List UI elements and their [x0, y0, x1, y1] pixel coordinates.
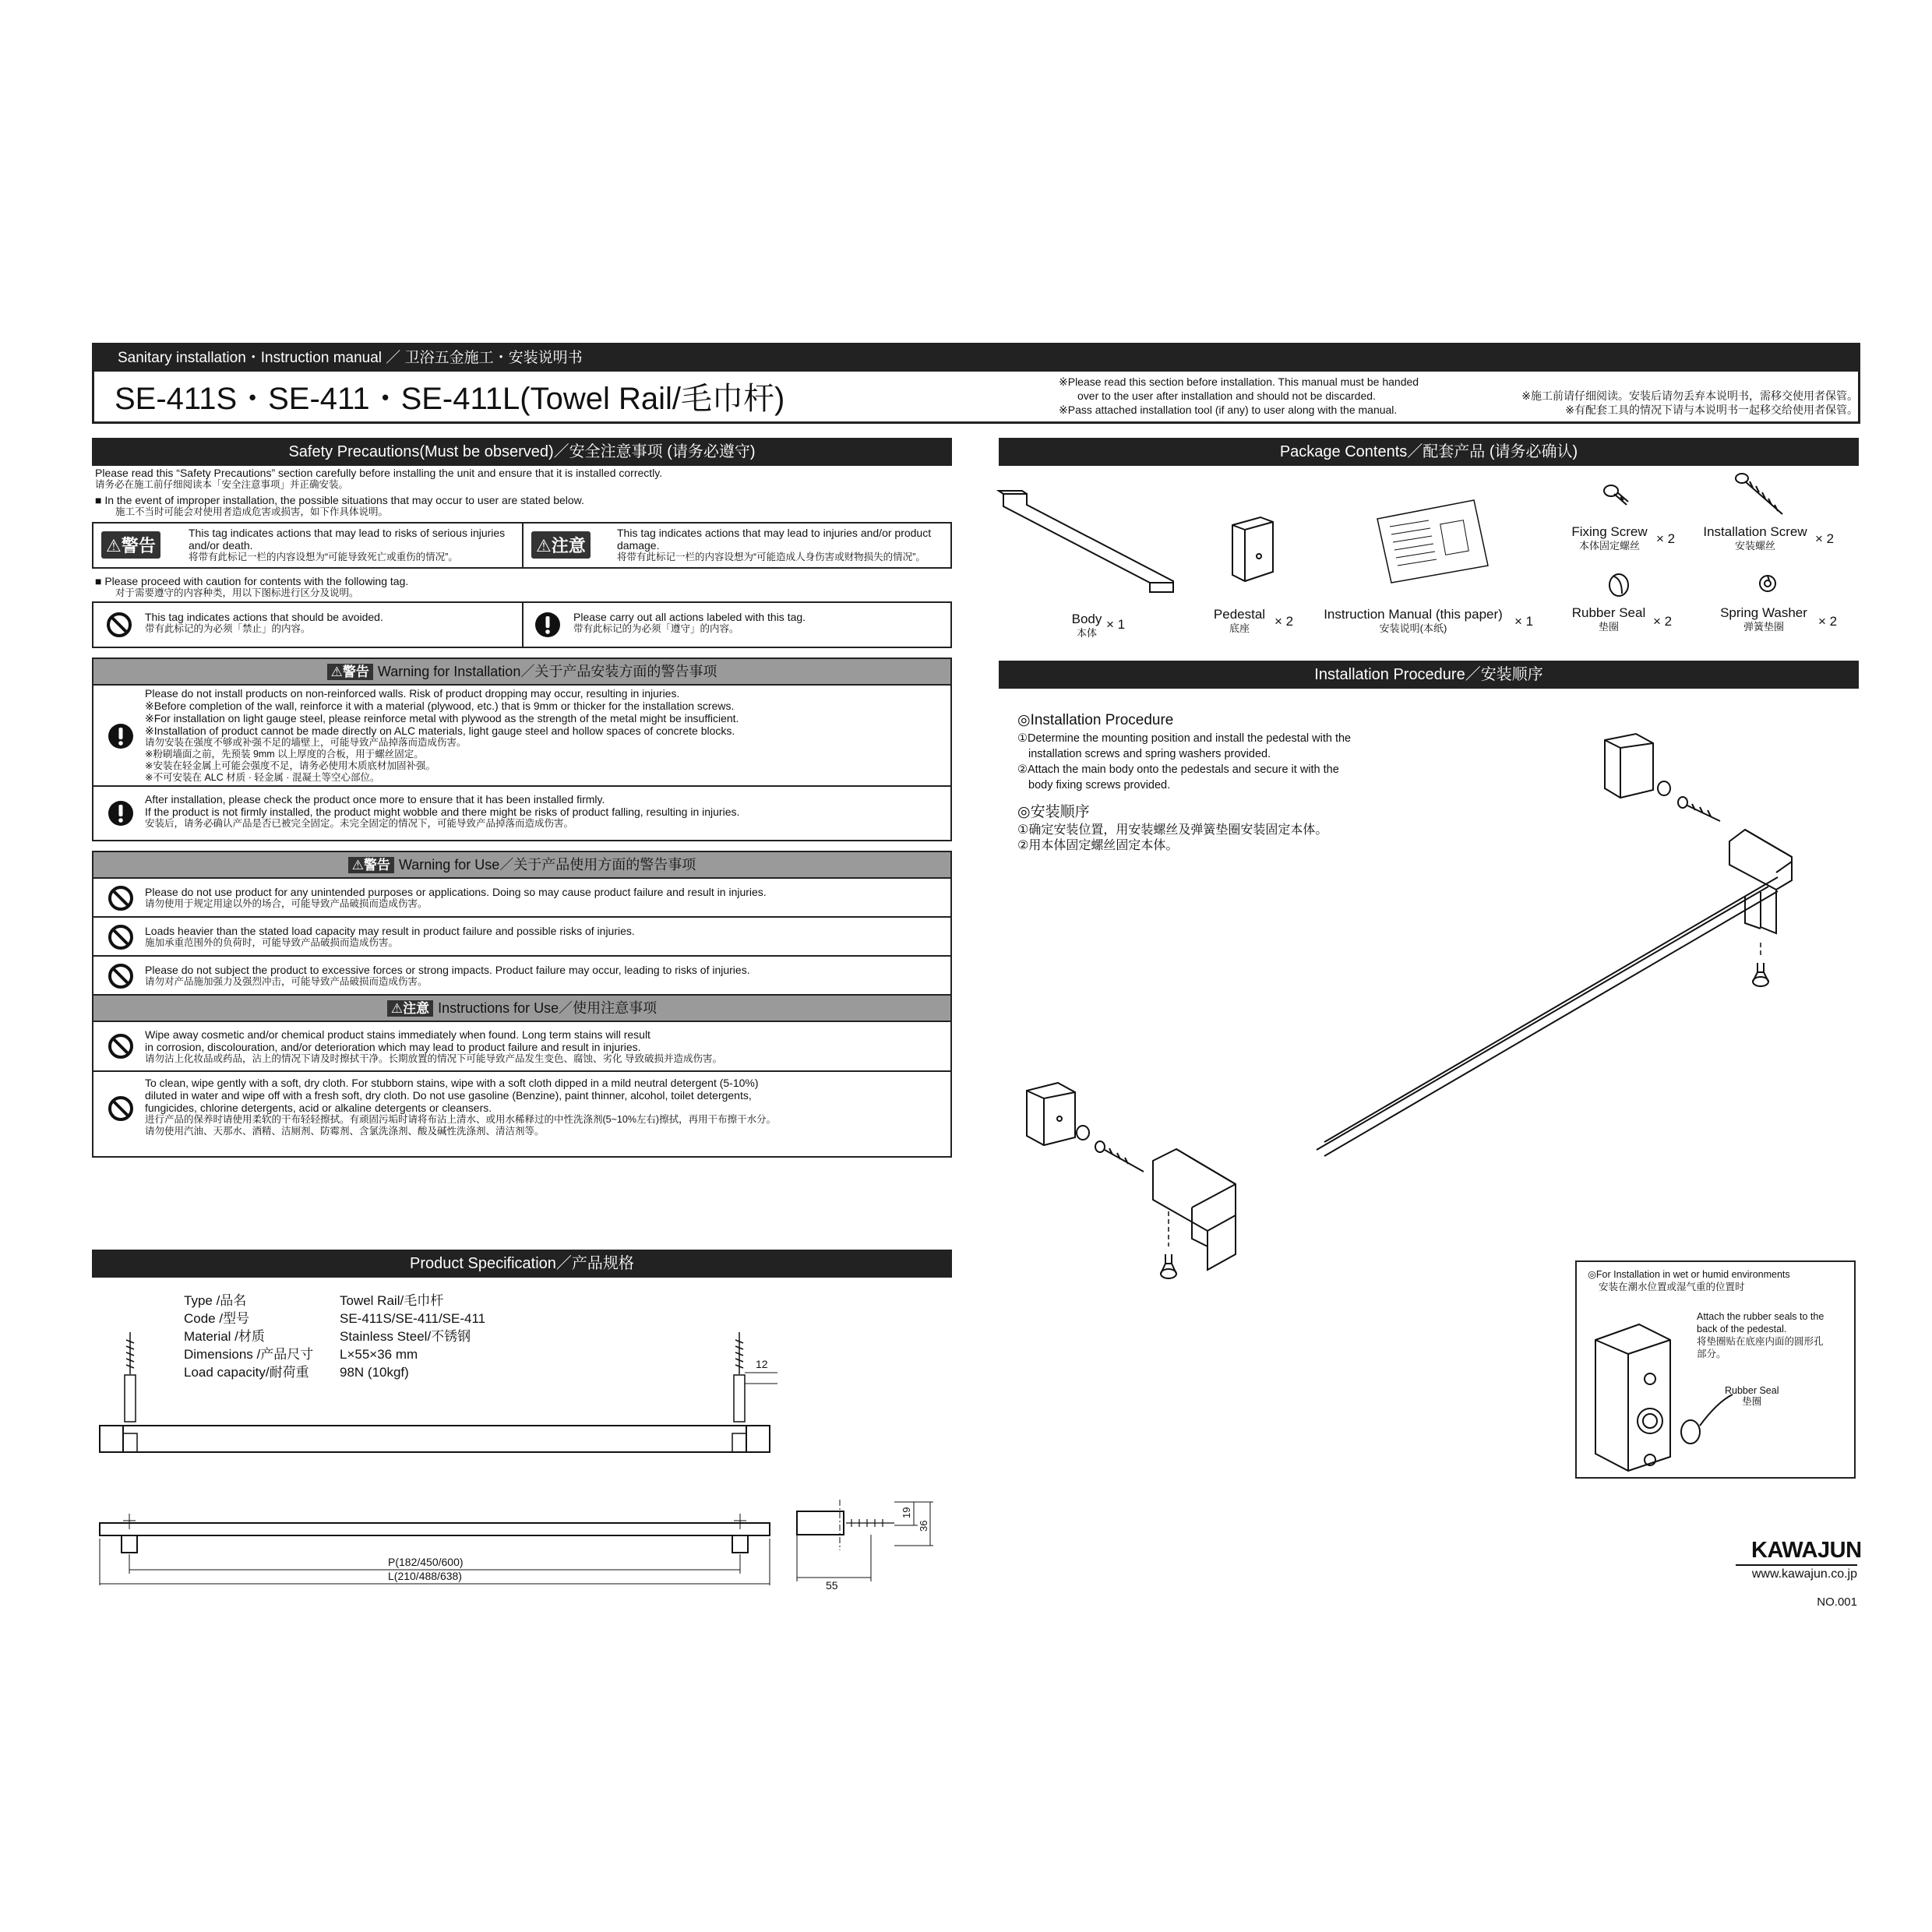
instructions-use-title: ⚠注意 Instructions for Use／使用注意事项: [93, 996, 950, 1022]
header-note-cn-2: ※有配套工具的情况下请与本说明书一起移交给使用者保管。: [1565, 404, 1858, 416]
header: [92, 343, 1860, 424]
warning-install-item-2: [93, 787, 950, 840]
spec-title-bar: Product Specification／产品规格: [92, 1250, 952, 1278]
use-warning-2-cn: 施加承重范围外的负荷时，可能导致产品破损而造成伤害。: [145, 937, 399, 948]
front-view-bar: [100, 1426, 770, 1452]
header-category: Sanitary installation・Instruction manual: [118, 350, 383, 366]
spring-washer-label: Spring Washer: [1720, 605, 1807, 620]
spec-label: Dimensions /产品尺寸: [184, 1347, 314, 1362]
use-warning-3-en: Please do not subject the product to excessive forces or strong impacts. Product failure may occur, leading to risks of injuries.: [145, 964, 750, 976]
package-item-pedestal: [1204, 608, 1274, 636]
prohibited-icon: [106, 612, 132, 638]
prohibit-desc-cn: 带有此标记的为必须「禁止」的内容。: [145, 623, 311, 634]
installation-screw-icon: [1734, 472, 1789, 519]
manual-label: Instruction Manual (this paper): [1324, 607, 1503, 622]
document-number: NO.001: [1817, 1595, 1857, 1609]
spec-value: L×55×36 mm: [340, 1347, 418, 1362]
procedure-step2-cn: ②用本体固定螺丝固定本体。: [1017, 839, 1179, 852]
safety-intro-en: Please read this “Safety Precautions” section carefully before installing the unit and ensure that it is installed correctly.: [95, 467, 663, 479]
rubber-seal-label-cn: 垫圈: [1598, 621, 1619, 633]
safety-intro: [95, 467, 952, 518]
header-category-cn: 卫浴五金施工・安装说明书: [404, 350, 583, 366]
warning-install-section: [92, 658, 952, 841]
procedure-step2-en-b: body fixing screws provided.: [1028, 779, 1171, 791]
use-warning-2-en: Loads heavier than the stated load capacity may result in product failure and possible risks of injuries.: [145, 925, 635, 937]
instr-1-line-3: 请勿沾上化妆品或药品，沾上的情况下请及时擦拭干净。长期放置的情况下可能导致产品发生变色、腐蚀、劣化 导致破损并造成伤害。: [145, 1053, 722, 1064]
fixing-screw-upper: [1753, 963, 1768, 986]
rubber-seal-qty: × 2: [1653, 614, 1673, 629]
instr-2-line-1: To clean, wipe gently with a soft, dry cloth. For stubborn stains, wipe with a soft cloth dipped in a mild neutral detergent (5-10%): [145, 1077, 759, 1089]
screw-right: [734, 1332, 745, 1422]
procedure-step2-en-a: ②Attach the main body onto the pedestals and secure it with the: [1017, 763, 1339, 776]
tag-legend: [92, 522, 952, 569]
side-view-pedestal: [797, 1511, 844, 1535]
install-check-line-2: If the product is not firmly installed, the product might wobble and there might be risks of product falling, resulting in injuries.: [145, 806, 740, 818]
procedure-step1-en-b: installation screws and spring washers provided.: [1028, 748, 1271, 760]
top-view-bar: [100, 1523, 770, 1535]
prohibited-icon: [108, 1095, 134, 1122]
package-title-bar: Package Contents／配套产品 (请务必确认): [999, 438, 1859, 466]
instr-2-line-2: diluted in water and wipe off with a fresh soft, dry cloth. Do not use gasoline (Benzine), paint thinner, alcohol, toilet detergents,: [145, 1089, 752, 1102]
spring-washer-label-cn: 弹簧垫圈: [1743, 621, 1784, 633]
install-check-line-3: 安装后，请务必确认产品是否已被完全固定。未完全固定的情况下，可能导致产品掉落而造成伤害。: [145, 818, 574, 829]
warning-install-title: ⚠警告 Warning for Installation／关于产品安装方面的警告事项: [93, 659, 950, 686]
spec-label: Type /品名: [184, 1293, 247, 1308]
spring-washer-qty: × 2: [1818, 614, 1838, 629]
warning-tag: ⚠警告: [101, 531, 160, 559]
dim-12: 12: [756, 1358, 768, 1370]
screw-lower: [1095, 1141, 1144, 1172]
dim-p: P(182/450/600): [388, 1556, 464, 1568]
install-check-line-1: After installation, please check the product once more to ensure that it has been installed firmly.: [145, 793, 605, 806]
procedure-title-bar: Installation Procedure／安装顺序: [999, 661, 1859, 689]
header-note-en-3: ※Pass attached installation tool (if any) to user along with the manual.: [1059, 404, 1398, 416]
installation-diagram: [1013, 724, 1862, 1301]
body-label-cn: 本体: [1076, 627, 1097, 639]
use-warning-1-en: Please do not use product for any unintended purposes or applications. Doing so may cause product failure and result in injuries.: [145, 886, 767, 898]
install-line-8: ※不可安装在 ALC 材质 · 轻金属 · 混凝土等空心部位。: [145, 772, 380, 783]
package-item-rubber-seal: [1566, 606, 1652, 634]
rubber-seal-callout-cn: 垫圈: [1742, 1396, 1762, 1407]
washer-lower: [1077, 1126, 1089, 1140]
pedestal-illustration: [1229, 514, 1276, 584]
instr-2-line-4: 进行产品的保养时请使用柔软的干布轻轻擦拭。有顽固污垢时请将布沾上清水、或用水稀释过的中性洗涤剂(5~10%左右)擦拭，再用干布擦干水分。: [145, 1114, 777, 1125]
safety-bullet1-en: ■ In the event of improper installation, the possible situations that may occur to user are stated below.: [95, 494, 584, 506]
spec-value: Towel Rail/毛巾杆: [340, 1293, 444, 1308]
install-line-2: ※Before completion of the wall, reinforce it with a material (plywood, etc.) that is 9mm or thicker for the installation screws.: [145, 700, 735, 712]
manual-illustration: [1374, 499, 1491, 584]
wet-environment-box: [1575, 1260, 1856, 1479]
install-line-4: ※Installation of product cannot be made directly on ALC materials, light gauge steel and hollow spaces of concrete blocks.: [145, 724, 735, 737]
spec-value: SE-411S/SE-411/SE-411: [340, 1311, 486, 1326]
rubber-seal-detail: [1585, 1317, 1849, 1472]
wet-note-en-b: back of the pedestal.: [1697, 1324, 1787, 1334]
safety-title-bar: Safety Precautions(Must be observed)／安全注意事项 (请务必遵守): [92, 438, 952, 466]
warning-use-title: ⚠警告 Warning for Use／关于产品使用方面的警告事项: [93, 852, 950, 879]
rubber-seal-label: Rubber Seal: [1571, 605, 1646, 620]
prohibited-icon: [108, 963, 134, 989]
procedure-heading-cn: ◎安装顺序: [1017, 804, 1090, 820]
fixing-screw-lower: [1161, 1254, 1176, 1278]
mandatory-desc-cn: 带有此标记的为必须「遵守」的内容。: [573, 623, 739, 634]
front-view-pedestal-left: [123, 1433, 137, 1452]
pedestal-upper: [1605, 734, 1653, 798]
dim-19: 19: [901, 1507, 912, 1518]
prohibited-icon: [108, 885, 134, 911]
instr-2-line-5: 请勿使用汽油、天那水、酒精、洁厕剂、防霉剂、含氯洗涤剂、酸及碱性洗涤剂、清洁剂等。: [145, 1126, 545, 1137]
mandatory-icon: [534, 612, 561, 638]
spec-drawing: [92, 1324, 952, 1605]
spec-label: Code /型号: [184, 1311, 250, 1326]
wet-heading-en: ◎For Installation in wet or humid environments: [1588, 1269, 1790, 1280]
rubber-seal-icon: [1606, 572, 1631, 598]
front-view-pedestal-right: [732, 1433, 746, 1452]
install-line-1: Please do not install products on non-reinforced walls. Risk of product dropping may occur, resulting in injuries.: [145, 687, 680, 700]
install-line-6: ※粉刷墙面之前，先预装 9mm 以上厚度的合板，用于螺丝固定。: [145, 749, 424, 760]
body-qty: × 1: [1106, 617, 1126, 632]
body-illustration: [996, 489, 1183, 598]
dim-55: 55: [826, 1579, 838, 1592]
procedure-step1-cn: ①确定安装位置，用安装螺丝及弹簧垫圈安装固定本体。: [1017, 823, 1328, 837]
header-note-cn-1: ※施工前请仔细阅读。安装后请勿丢弃本说明书，需移交使用者保管。: [1521, 390, 1858, 402]
prohibited-icon: [108, 924, 134, 950]
wet-note-cn-b: 部分。: [1697, 1349, 1726, 1359]
pedestal-label: Pedestal: [1213, 607, 1266, 622]
manual-qty: × 1: [1514, 614, 1534, 629]
body-bar: [1317, 877, 1778, 1156]
dim-l: L(210/488/638): [388, 1570, 462, 1582]
caution-desc-cn: 将带有此标记一栏的内容设想为“可能造成人身伤害或财物损失的情况”。: [617, 552, 925, 562]
brand-logo-line: [1736, 1564, 1857, 1566]
install-line-3: ※For installation on light gauge steel, please reinforce metal with plywood as the strength of the metal might be insufficient.: [145, 712, 739, 724]
instr-1-line-2: in corrosion, discolouration, and/or deterioration which may lead to product failure and result in injuries.: [145, 1041, 641, 1053]
rubber-seal-callout: Rubber Seal: [1725, 1385, 1779, 1396]
wet-note-en-a: Attach the rubber seals to the: [1697, 1311, 1824, 1322]
safety-bullet2-cn: 对于需要遵守的内容种类，用以下图标进行区分及说明。: [115, 587, 359, 598]
manual-label-cn: 安装说明(本纸): [1379, 622, 1447, 634]
warning-desc-en: This tag indicates actions that may lead to risks of serious injuries and/or death.: [189, 527, 506, 552]
prohibited-icon: [108, 1033, 134, 1059]
pedestal-lower: [1027, 1083, 1075, 1145]
installation-screw-label-cn: 安装螺丝: [1734, 540, 1775, 552]
warning-use-item-3: [93, 957, 950, 996]
spec-value: Stainless Steel/不锈钢: [340, 1329, 471, 1344]
washer-upper: [1658, 781, 1670, 795]
warning-desc-cn: 将带有此标记一栏的内容设想为“可能导致死亡或重伤的情况”。: [189, 552, 458, 562]
safety-bullet1-cn: 施工不当时可能会对使用者造成危害或损害，如下作具体说明。: [115, 506, 389, 517]
wet-note-cn-a: 将垫圈贴在底座内面的圆形孔: [1697, 1336, 1824, 1347]
instr-1-line-1: Wipe away cosmetic and/or chemical product stains immediately when found. Long term stains will result: [145, 1028, 650, 1041]
warning-use-item-2: [93, 918, 950, 957]
warning-install-item-1: [93, 686, 950, 787]
header-category-bar: Sanitary installation・Instruction manual ／ 卫浴五金施工・安装说明书: [94, 345, 1858, 372]
package-item-fixing-screw: [1563, 525, 1656, 553]
warning-use-item-1: [93, 879, 950, 918]
use-warning-1-cn: 请勿使用于规定用途以外的场合，可能导致产品破损而造成伤害。: [145, 898, 428, 909]
caution-tag: ⚠注意: [531, 531, 591, 559]
mandatory-icon: [108, 800, 134, 827]
fixing-screw-label: Fixing Screw: [1571, 524, 1648, 539]
warning-use-section: [92, 851, 952, 1158]
pedestal-qty: × 2: [1274, 614, 1294, 629]
mandatory-icon: [108, 723, 134, 749]
screw-left: [125, 1332, 136, 1422]
icon-legend: [92, 601, 952, 648]
pedestal-label-cn: 底座: [1229, 622, 1250, 634]
body-label: Body: [1071, 612, 1102, 626]
caution-desc-en: This tag indicates actions that may lead to injuries and/or product damage.: [617, 527, 932, 552]
brand-url[interactable]: www.kawajun.co.jp: [1751, 1567, 1857, 1581]
header-note-en-1: ※Please read this section before installation. This manual must be handed: [1059, 375, 1419, 388]
safety-bullet2-en: ■ Please proceed with caution for contents with the following tag.: [95, 575, 409, 587]
screw-upper: [1678, 797, 1720, 821]
package-item-installation-screw: [1697, 525, 1814, 553]
install-line-7: ※安装在轻金属上可能会强度不足，请务必使用木质底材加固补强。: [145, 760, 435, 771]
installation-screw-label: Installation Screw: [1703, 524, 1807, 539]
spec-label: Material /材质: [184, 1329, 265, 1344]
install-line-5: 请勿安装在强度不够或补强不足的墙壁上，可能导致产品掉落而造成伤害。: [145, 737, 467, 748]
dim-36: 36: [918, 1520, 929, 1532]
mandatory-desc-en: Please carry out all actions labeled with this tag.: [573, 611, 806, 623]
safety-intro-cn: 请务必在施工前仔细阅读本「安全注意事项」并正确安装。: [95, 479, 349, 490]
instr-2-line-3: fungicides, chlorine detergents, acid or alkaline detergents or cleansers.: [145, 1102, 492, 1114]
wet-heading-cn: 安装在潮水位置或湿气重的位置时: [1599, 1282, 1745, 1292]
header-note-en-2: over to the user after installation and should not be discarded.: [1077, 390, 1376, 402]
package-item-manual: [1312, 608, 1514, 636]
installation-screw-qty: × 2: [1815, 531, 1835, 546]
prohibit-desc-en: This tag indicates actions that should be avoided.: [145, 611, 383, 623]
fixing-screw-label-cn: 本体固定螺丝: [1578, 540, 1640, 552]
instructions-use-item-2: [93, 1072, 950, 1142]
fixing-screw-icon: [1602, 483, 1633, 511]
procedure-step1-en-a: ①Determine the mounting position and install the pedestal with the: [1017, 732, 1352, 745]
use-warning-3-cn: 请勿对产品施加强力及强烈冲击，可能导致产品破损而造成伤害。: [145, 976, 428, 987]
spec-label: Load capacity/耐荷重: [184, 1365, 309, 1380]
page-title: SE-411S・SE-411・SE-411L(Towel Rail/毛巾杆): [115, 382, 785, 416]
brand-logo: KAWAJUN: [1751, 1538, 1862, 1563]
instructions-use-item-1: [93, 1022, 950, 1072]
spring-washer-icon: [1757, 573, 1778, 594]
spec-value: 98N (10kgf): [340, 1365, 409, 1380]
package-item-spring-washer: [1709, 606, 1818, 634]
fixing-screw-qty: × 2: [1656, 531, 1676, 546]
procedure-heading-en: ◎Installation Procedure: [1017, 712, 1174, 728]
